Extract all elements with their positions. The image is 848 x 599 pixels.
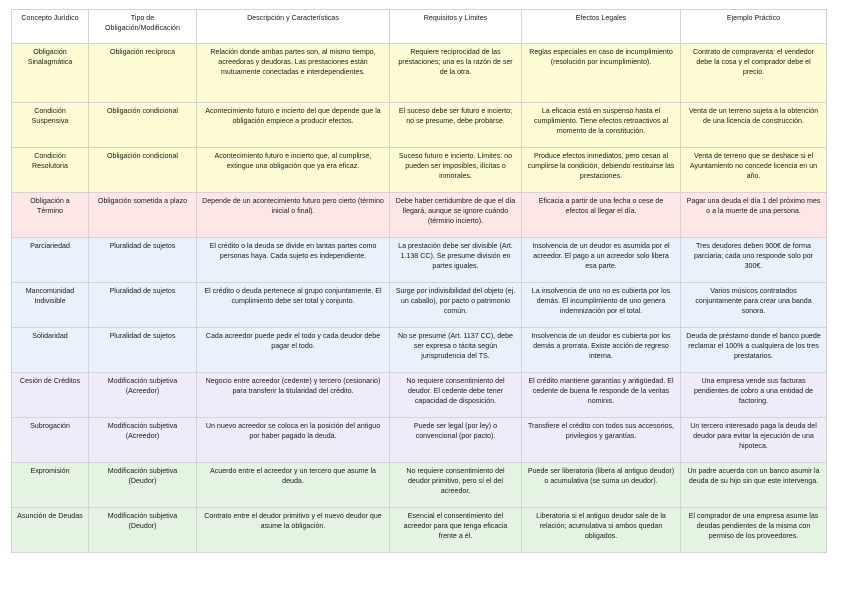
cell-descripcion: Relación donde ambas partes son, al mismo tiempo, acreedoras y deudoras. Las prestaciones están mutuamente conectadas e interdependientes.	[197, 44, 390, 103]
cell-tipo: Modificación subjetiva (Deudor)	[89, 508, 197, 553]
cell-tipo: Modificación subjetiva (Acreedor)	[89, 418, 197, 463]
cell-ejemplo: Una empresa vende sus facturas pendientes de cobro a una entidad de factoring.	[681, 373, 827, 418]
cell-efectos: Insolvencia de un deudor es asumida por el acreedor. El pago a un acreedor solo libera esa parte.	[522, 238, 681, 283]
cell-ejemplo: Varios músicos contratados conjuntamente para crear una banda sonora.	[681, 283, 827, 328]
header-ejemplo: Ejemplo Práctico	[681, 10, 827, 44]
cell-efectos: Eficacia a partir de una fecha o cese de efectos al llegar el día.	[522, 193, 681, 238]
document-sheet	[11, 9, 826, 553]
cell-descripcion: Acontecimiento futuro e incierto que, al cumplirse, extingue una obligación que ya era eficaz.	[197, 148, 390, 193]
table-row	[12, 328, 827, 373]
cell-concepto: Condición Resolutoria	[12, 148, 89, 193]
cell-ejemplo: Tres deudores deben 900€ de forma parciaria; cada uno responde solo por 300€.	[681, 238, 827, 283]
cell-ejemplo: Un tercero interesado paga la deuda del deudor para evitar la ejecución de una hipoteca.	[681, 418, 827, 463]
cell-requisitos: El suceso debe ser futuro e incierto; no se presume, debe probarse.	[390, 103, 522, 148]
cell-requisitos: No requiere consentimiento del deudor. El cedente debe tener capacidad de disposición.	[390, 373, 522, 418]
cell-requisitos: Requiere reciprocidad de las prestaciones; una es la razón de ser de la otra.	[390, 44, 522, 103]
cell-descripcion: Depende de un acontecimiento futuro pero cierto (término inicial o final).	[197, 193, 390, 238]
table-row	[12, 103, 827, 148]
cell-concepto: Solidaridad	[12, 328, 89, 373]
cell-efectos: Insolvencia de un deudor es cubierta por los demás a prorrata. Existe acción de regreso interna.	[522, 328, 681, 373]
cell-tipo: Obligación sometida a plazo	[89, 193, 197, 238]
cell-efectos: Reglas especiales en caso de incumplimiento (resolución por incumplimiento).	[522, 44, 681, 103]
header-tipo: Tipo de Obligación/Modificación	[89, 10, 197, 44]
cell-descripcion: Acuerdo entre el acreedor y un tercero que asume la deuda.	[197, 463, 390, 508]
cell-descripcion: Un nuevo acreedor se coloca en la posición del antiguo por haber pagado la deuda.	[197, 418, 390, 463]
cell-concepto: Subrogación	[12, 418, 89, 463]
cell-descripcion: El crédito o la deuda se divide en tantas partes como personas haya. Cada sujeto es independiente.	[197, 238, 390, 283]
cell-ejemplo: Deuda de préstamo donde el banco puede reclamar el 100% a cualquiera de los tres prestatarios.	[681, 328, 827, 373]
cell-ejemplo: Venta de un terreno sujeta a la obtención de una licencia de construcción.	[681, 103, 827, 148]
table-row	[12, 238, 827, 283]
legal-concepts-table	[11, 9, 827, 553]
cell-tipo: Pluralidad de sujetos	[89, 238, 197, 283]
cell-efectos: La insolvencia de uno no es cubierta por los demás. El incumplimiento de uno genera indemnización por el total.	[522, 283, 681, 328]
cell-tipo: Obligación condicional	[89, 103, 197, 148]
cell-efectos: El crédito mantiene garantías y antigüedad. El cedente de buena fe responde de la veritas nominis.	[522, 373, 681, 418]
cell-tipo: Obligación condicional	[89, 148, 197, 193]
cell-requisitos: La prestación debe ser divisible (Art. 1.138 CC). Se presume división en partes iguales.	[390, 238, 522, 283]
cell-concepto: Parciariedad	[12, 238, 89, 283]
cell-tipo: Pluralidad de sujetos	[89, 328, 197, 373]
cell-concepto: Condición Suspensiva	[12, 103, 89, 148]
cell-efectos: Puede ser liberatoria (libera al antiguo deudor) o acumulativa (se suma un deudor).	[522, 463, 681, 508]
table-row	[12, 193, 827, 238]
table-row	[12, 418, 827, 463]
cell-requisitos: Suceso futuro e incierto. Límites: no pueden ser imposibles, ilícitas o inmorales.	[390, 148, 522, 193]
cell-requisitos: No se presume (Art. 1137 CC), debe ser expresa o tácita según jurisprudencia del TS.	[390, 328, 522, 373]
table-row	[12, 463, 827, 508]
header-descripcion: Descripción y Características	[197, 10, 390, 44]
cell-efectos: Produce efectos inmediatos, pero cesan al cumplirse la condición, debiendo restituirse las prestaciones.	[522, 148, 681, 193]
cell-descripcion: Contrato entre el deudor primitivo y el nuevo deudor que asume la obligación.	[197, 508, 390, 553]
header-requisitos: Requisitos y Límites	[390, 10, 522, 44]
cell-descripcion: Acontecimiento futuro e incierto del que depende que la obligación empiece a producir efectos.	[197, 103, 390, 148]
header-efectos: Efectos Legales	[522, 10, 681, 44]
cell-efectos: Transfiere el crédito con todos sus accesorios, privilegios y garantías.	[522, 418, 681, 463]
cell-concepto: Obligación Sinalagmática	[12, 44, 89, 103]
table-row	[12, 373, 827, 418]
cell-ejemplo: Venta de terreno que se deshace si el Ayuntamiento no concede licencia en un año.	[681, 148, 827, 193]
cell-tipo: Pluralidad de sujetos	[89, 283, 197, 328]
cell-concepto: Asunción de Deudas	[12, 508, 89, 553]
header-row	[12, 10, 827, 44]
cell-requisitos: Surge por indivisibilidad del objeto (ej. un caballo), por pacto o patrimonio común.	[390, 283, 522, 328]
cell-concepto: Cesión de Créditos	[12, 373, 89, 418]
cell-descripcion: Negocio entre acreedor (cedente) y tercero (cesionario) para transferir la titularidad del crédito.	[197, 373, 390, 418]
table-row	[12, 283, 827, 328]
header-concepto: Concepto Jurídico	[12, 10, 89, 44]
cell-ejemplo: Un padre acuerda con un banco asumir la deuda de su hijo sin que este intervenga.	[681, 463, 827, 508]
cell-tipo: Modificación subjetiva (Acreedor)	[89, 373, 197, 418]
table-row	[12, 148, 827, 193]
cell-requisitos: Esencial el consentimiento del acreedor para que tenga eficacia frente a él.	[390, 508, 522, 553]
cell-tipo: Obligación recíproca	[89, 44, 197, 103]
cell-efectos: Liberatoria si el antiguo deudor sale de la relación; acumulativa si ambos quedan obligados.	[522, 508, 681, 553]
table-row	[12, 508, 827, 553]
cell-concepto: Expromisión	[12, 463, 89, 508]
cell-efectos: La eficacia está en suspenso hasta el cumplimiento. Tiene efectos retroactivos al momento de la constitución.	[522, 103, 681, 148]
cell-requisitos: No requiere consentimiento del deudor primitivo, pero sí el del acreedor.	[390, 463, 522, 508]
cell-requisitos: Debe haber certidumbre de que el día llegará, aunque se ignore cuándo (término incierto).	[390, 193, 522, 238]
table-header	[12, 10, 827, 44]
cell-descripcion: El crédito o deuda pertenece al grupo conjuntamente. El cumplimiento debe ser total y conjunto.	[197, 283, 390, 328]
cell-concepto: Mancomunidad Indivisible	[12, 283, 89, 328]
cell-ejemplo: Pagar una deuda el día 1 del próximo mes o a la muerte de una persona.	[681, 193, 827, 238]
cell-descripcion: Cada acreedor puede pedir el todo y cada deudor debe pagar el todo.	[197, 328, 390, 373]
cell-concepto: Obligación a Término	[12, 193, 89, 238]
table-body	[12, 44, 827, 553]
cell-ejemplo: Contrato de compraventa: el vendedor debe la cosa y el comprador debe el precio.	[681, 44, 827, 103]
cell-tipo: Modificación subjetiva (Deudor)	[89, 463, 197, 508]
table-row	[12, 44, 827, 103]
cell-requisitos: Puede ser legal (por ley) o convencional (por pacto).	[390, 418, 522, 463]
cell-ejemplo: El comprador de una empresa asume las deudas pendientes de la misma con permiso de los proveedores.	[681, 508, 827, 553]
